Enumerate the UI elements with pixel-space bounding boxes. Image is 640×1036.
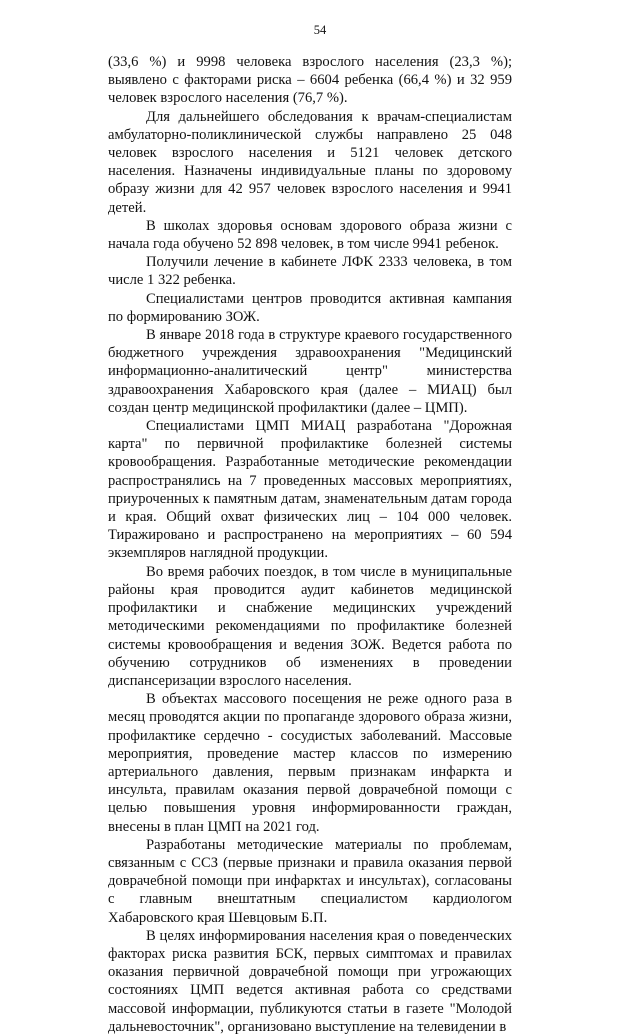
paragraph-public-events: В объектах массового посещения не реже одного раза в месяц проводятся акции по пропаганде здорового образа жизни, профилактике сердечно - сосудистых заболеваний. Массовые мероприятия, проведение мастер классов по измерению артериального давления, первым признакам инфаркта и инсульта, правилам оказания первой доврачебной помощи с целью повышения уровня информированности граждан, внесены в план ЦМП на 2021 год. xyxy=(108,691,512,835)
paragraph-roadmap: Специалистами ЦМП МИАЦ разработана "Дорожная карта" по первичной профилактике болезней системы кровообращения. Разработанные методические рекомендации распространялись на 7 проведенных массовых мероприятиях, приуроченных к памятным датам, знаменательным датам города и края. Общий охват физических лиц – 104 000 человек. Тиражировано и распространено на мероприятиях – 60 594 экземпляров наглядной продукции. xyxy=(108,418,512,562)
paragraph-health-schools: В школах здоровья основам здорового образа жизни с начала года обучено 52 898 человек, в том числе 9941 ребенок. xyxy=(108,217,512,253)
paragraph-methodical-materials: Разработаны методические материалы по проблемам, связанным с ССЗ (первые признаки и правила оказания первой доврачебной помощи при инфарктах и инсультах), согласованы с главным внештатным специалистом кардиологом Хабаровского края Шевцовым Б.П. xyxy=(108,836,512,926)
page-body xyxy=(108,53,512,1036)
paragraph-audit-trips: Во время рабочих поездок, в том числе в муниципальные районы края проводится аудит кабинетов медицинской профилактики и снабжение медицинских учреждений методическими рекомендациями по профилактике болезней системы кровообращения и ведения ЗОЖ. Ведется работа по обучению сотрудников об изменениях в проведении диспансеризации взрослого населения. xyxy=(108,563,512,689)
paragraph-media-work: В целях информирования населения края о поведенческих факторах риска развития БСК, первых симптомах и правилах оказания первичной доврачебной помощи при угрожающих состояниях ЦМП ведется активная работа со средствами массовой информации, публикуются статьи в газете "Молодой дальневосточник", организовано выступление на телевидении в xyxy=(108,927,512,1035)
paragraph-specialist-referrals: Для дальнейшего обследования к врачам-специалистам амбулаторно-поликлинической службы направлено 25 048 человек взрослого населения и 5121 человек детского населения. Назначены индивидуальные планы по здоровому образу жизни для 42 957 человек взрослого населения и 9941 детей. xyxy=(108,108,512,216)
paragraph-zozh-campaign: Специалистами центров проводится активная кампания по формированию ЗОЖ. xyxy=(108,290,512,325)
paragraph-screening-results: (33,6 %) и 9998 человека взрослого населения (23,3 %); выявлено с факторами риска – 6604 ребенка (66,4 %) и 32 959 человек взрослого населения (76,7 %). xyxy=(108,54,512,107)
paragraph-lfk-treatment: Получили лечение в кабинете ЛФК 2333 человека, в том числе 1 322 ребенка. xyxy=(108,254,512,289)
page-number: 54 xyxy=(313,23,327,37)
paragraph-cmp-creation: В январе 2018 года в структуре краевого государственного бюджетного учреждения здравоохранения "Медицинский информационно-аналитический центр" министерства здравоохранения Хабаровского края (далее – МИАЦ) был создан центр медицинской профилактики (далее – ЦМП). xyxy=(108,327,512,416)
